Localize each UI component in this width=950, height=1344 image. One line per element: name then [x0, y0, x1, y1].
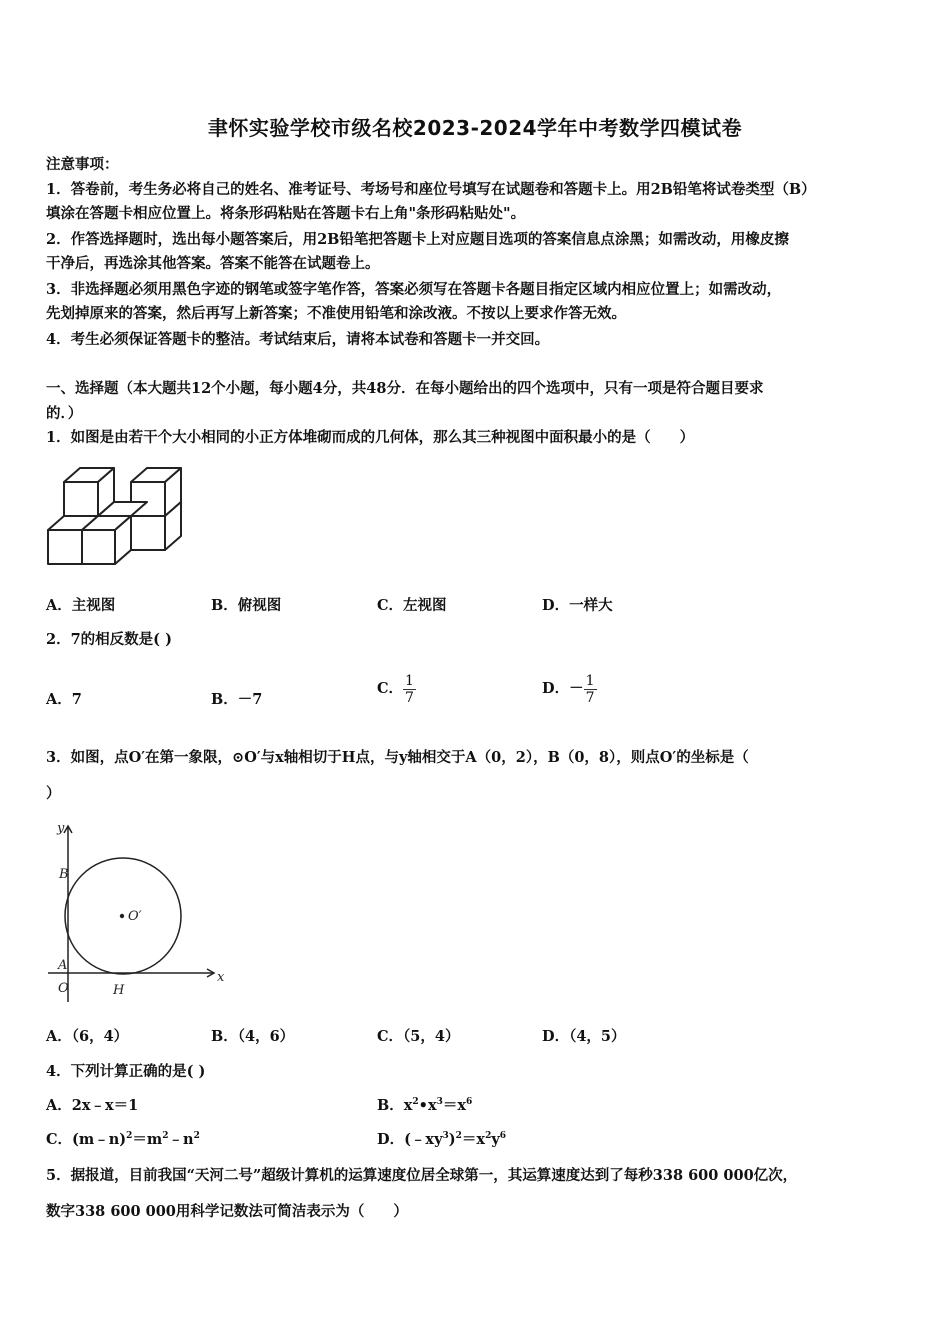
denominator: 7: [405, 689, 414, 706]
q3-stem: 3．如图，点O′在第一象限，⊙O′与x轴相切于H点，与y轴相交于A（0，2），B（0，8），则点O′的坐标是（: [46, 749, 749, 766]
q2-option-c: [377, 660, 416, 718]
notice-line: 2．作答选择题时，选出每小题答案后，用2B铅笔把答题卡上对应题目选项的答案信息点涂黑；如需改动，用橡皮擦: [46, 231, 789, 248]
denominator: 7: [585, 689, 595, 706]
center-label: O′: [128, 909, 142, 924]
q3-option-c: C．（5，4）: [377, 1028, 460, 1045]
q1-option-a: A．主视图: [46, 597, 116, 614]
q1-stem: 1．如图是由若干个大小相同的小正方体堆砌而成的几何体，那么其三种视图中面积最小的是（ ）: [46, 429, 695, 446]
fraction: [584, 673, 597, 706]
circle-tangent-figure: [46, 816, 236, 1006]
q1-option-d: D．一样大: [542, 597, 613, 614]
q5-stem: 5．据报道，目前我国“天河二号”超级计算机的运算速度位居全球第一，其运算速度达到了每秒338 600 000亿次，: [46, 1167, 798, 1184]
q3-option-b: B．（4，6）: [211, 1028, 295, 1045]
q1-option-c: C．左视图: [377, 597, 447, 614]
y-label: y: [57, 821, 65, 836]
q2-option-d: [542, 660, 597, 718]
section-heading: 一、选择题（本大题共12个小题，每小题4分，共48分．在每小题给出的四个选项中，只有一项是符合题目要求: [46, 380, 764, 397]
x-label: x: [217, 970, 225, 985]
point-a-label: A: [58, 958, 68, 973]
q2-option-c-label: C．: [377, 680, 404, 697]
q4-option-d: D．$(﹣xy^3)^2=x^2y^6$: [377, 1131, 507, 1148]
section-heading-cont: 的．）: [46, 405, 83, 422]
q4-option-a: A．2x﹣x＝1: [46, 1097, 139, 1114]
q5-stem-cont: 数字338 600 000用科学记数法可简洁表示为（ ）: [46, 1203, 408, 1220]
notice-line: 3．非选择题必须用黑色字迹的钢笔或签字笔作答，答案必须写在答题卡各题目指定区域内相应位置上；如需改动，: [46, 281, 782, 298]
q2-option-d-label: D．－: [542, 680, 584, 697]
q3-stem-cont: ）: [46, 785, 61, 802]
numerator: 1: [405, 672, 414, 689]
numerator: 1: [585, 672, 595, 689]
fraction: [403, 673, 416, 706]
q3-option-a: A．（6，4）: [46, 1028, 129, 1045]
q2-stem: 2．7的相反数是( ): [46, 631, 172, 648]
notice-line: 4．考生必须保证答题卡的整洁。考试结束后，请将本试卷和答题卡一并交回。: [46, 331, 550, 348]
point-h-label: H: [113, 983, 125, 998]
notice-line: 填涂在答题卡相应位置上。将条形码粘贴在答题卡右上角"条形码粘贴处"。: [46, 205, 526, 222]
q3-option-d: D．（4，5）: [542, 1028, 626, 1045]
q2-option-a: A．7: [46, 691, 82, 708]
notice-line: 1．答卷前，考生务必将自己的姓名、准考证号、考场号和座位号填写在试题卷和答题卡上。用2B铅笔将试卷类型（B）: [46, 181, 816, 198]
q4-option-b: B．$x^2•x^3=x^6$: [377, 1097, 473, 1114]
notice-line: 干净后，再选涂其他答案。答案不能答在试题卷上。: [46, 255, 380, 272]
origin-label: O: [58, 981, 69, 996]
q2-option-b: B．－7: [211, 691, 263, 708]
notice-line: 先划掉原来的答案，然后再写上新答案；不准使用铅笔和涂改液。不按以上要求作答无效。: [46, 305, 626, 322]
page-title: 聿怀实验学校市级名校2023-2024学年中考数学四模试卷: [207, 116, 743, 140]
notice-heading: 注意事项：: [46, 156, 119, 173]
center-point: [120, 914, 124, 918]
q4-stem: 4．下列计算正确的是( ): [46, 1063, 206, 1080]
point-b-label: B: [59, 867, 69, 882]
q1-option-b: B．俯视图: [211, 597, 282, 614]
q4-option-c: C．$(m﹣n)^2=m^2﹣n^2$: [46, 1131, 200, 1148]
cube-stack-figure: [44, 464, 186, 568]
